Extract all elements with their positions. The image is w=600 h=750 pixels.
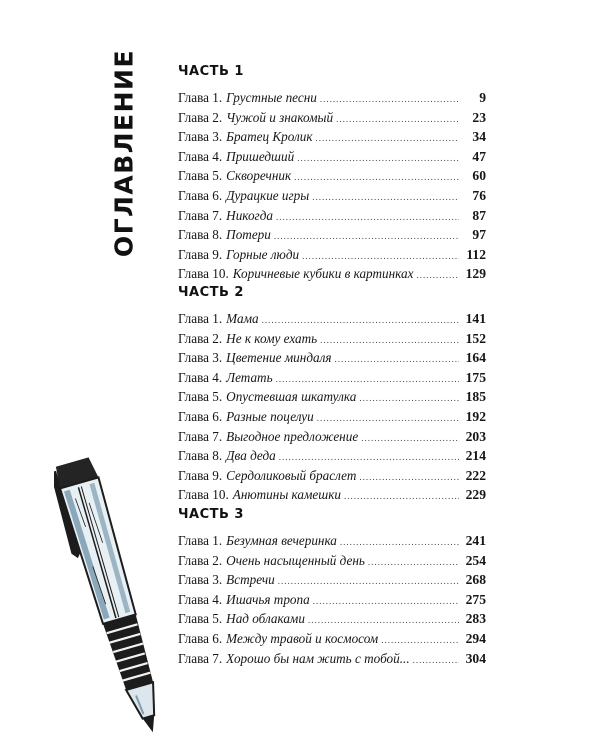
chapter-title: Братец Кролик	[226, 129, 313, 145]
chapter-label: Глава 3.	[178, 129, 223, 145]
chapter-label: Глава 6.	[178, 408, 223, 424]
part-title: ЧАСТЬ 3	[178, 507, 244, 522]
part-2	[178, 283, 486, 505]
dot-leader	[359, 389, 459, 409]
chapter-row	[178, 309, 486, 329]
dot-leader	[320, 331, 459, 351]
chapter-label: Глава 4.	[178, 369, 223, 385]
chapter-title: Между травой и космосом	[226, 630, 379, 646]
chapter-row	[178, 629, 486, 649]
chapter-title: Пришедший	[226, 148, 295, 164]
chapter-row	[178, 225, 486, 245]
chapter-title: Дурацкие игры	[226, 187, 310, 203]
dot-leader	[294, 168, 459, 188]
chapter-label: Глава 2.	[178, 552, 223, 568]
chapter-row	[178, 387, 486, 407]
chapter-label: Глава 1.	[178, 533, 223, 548]
dot-leader	[320, 90, 459, 110]
chapter-title: Потери	[226, 227, 271, 243]
chapter-row	[178, 127, 486, 147]
dot-leader	[336, 110, 459, 130]
pen-cone	[126, 682, 162, 720]
chapter-row	[178, 649, 486, 669]
page-number: 23	[472, 109, 486, 125]
chapter-title: Горные люди	[226, 246, 300, 262]
chapter-label: Глава 10.	[178, 487, 229, 503]
page-number: 97	[472, 227, 486, 243]
chapter-title: Грустные песни	[226, 90, 317, 105]
part-3	[178, 505, 486, 668]
chapter-label: Глава 9.	[178, 467, 223, 483]
chapter-label: Глава 1.	[178, 90, 223, 105]
chapter-title: Очень насыщенный день	[226, 552, 365, 568]
dot-leader	[413, 651, 459, 671]
chapter-list	[178, 309, 486, 505]
page-number: 192	[465, 408, 486, 424]
chapter-list	[178, 88, 486, 284]
chapter-title: Два деда	[226, 448, 276, 464]
page-number: 229	[465, 487, 486, 503]
page-number: 275	[465, 591, 486, 607]
chapter-title: Чужой и знакомый	[226, 109, 334, 125]
chapter-row	[178, 427, 486, 447]
page-number: 185	[465, 389, 486, 405]
chapter-row	[178, 264, 486, 284]
chapter-row	[178, 245, 486, 265]
page-number: 129	[465, 266, 486, 282]
chapter-label: Глава 7.	[178, 650, 223, 666]
chapter-title: Цветение миндаля	[226, 350, 332, 366]
page-number: 175	[465, 369, 486, 385]
chapter-row	[178, 368, 486, 388]
chapter-label: Глава 9.	[178, 246, 223, 262]
chapter-title: Анютины камешки	[232, 487, 341, 503]
chapter-label: Глава 2.	[178, 330, 223, 346]
chapter-row	[178, 407, 486, 427]
chapter-title: Разные поцелуи	[226, 408, 314, 424]
chapter-row	[178, 329, 486, 349]
chapter-title: Сердоликовый браслет	[226, 467, 357, 483]
chapter-row	[178, 590, 486, 610]
dot-leader	[334, 350, 459, 370]
chapter-list	[178, 531, 486, 668]
chapter-label: Глава 2.	[178, 109, 223, 125]
page-number: 9	[479, 90, 486, 105]
chapter-row	[178, 531, 486, 551]
chapter-title: Встречи	[226, 572, 275, 588]
page-number: 60	[472, 168, 486, 184]
chapter-row	[178, 88, 486, 108]
part-1	[178, 62, 486, 284]
page-number: 47	[472, 148, 486, 164]
part-title: ЧАСТЬ 2	[178, 285, 244, 300]
chapter-label: Глава 8.	[178, 448, 223, 464]
page-number: 304	[465, 650, 486, 666]
chapter-label: Глава 6.	[178, 630, 223, 646]
dot-leader	[313, 592, 459, 612]
chapter-row	[178, 186, 486, 206]
chapter-row	[178, 466, 486, 486]
page-number: 164	[465, 350, 486, 366]
dot-leader	[368, 553, 459, 573]
chapter-title: Летать	[226, 369, 273, 385]
page-number: 214	[465, 448, 486, 464]
pen-tip	[143, 715, 159, 734]
chapter-row	[178, 485, 486, 505]
page-number: 112	[466, 246, 486, 262]
chapter-row	[178, 108, 486, 128]
chapter-row	[178, 147, 486, 167]
chapter-row	[178, 551, 486, 571]
dot-leader	[276, 208, 459, 228]
chapter-row	[178, 206, 486, 226]
chapter-title: Выгодное предложение	[226, 428, 359, 444]
chapter-label: Глава 4.	[178, 148, 223, 164]
page-number: 76	[472, 187, 486, 203]
chapter-title: Скворечник	[226, 168, 292, 184]
chapter-label: Глава 8.	[178, 227, 223, 243]
page-number: 283	[465, 611, 486, 627]
part-title: ЧАСТЬ 1	[178, 64, 244, 79]
chapter-title: Хорошо бы нам жить с тобой...	[226, 650, 410, 666]
contents-heading	[108, 48, 140, 258]
page-number: 203	[465, 428, 486, 444]
chapter-title: Не к кому ехать	[226, 330, 318, 346]
page-number: 241	[465, 533, 486, 548]
page-number: 87	[472, 207, 486, 223]
dot-leader	[297, 149, 459, 169]
chapter-title: Безумная вечеринка	[226, 533, 337, 548]
chapter-row	[178, 570, 486, 590]
chapter-row	[178, 348, 486, 368]
chapter-label: Глава 10.	[178, 266, 229, 282]
page-number: 222	[465, 467, 486, 483]
page-number: 141	[465, 311, 486, 326]
page-number: 34	[472, 129, 486, 145]
chapter-title: Мама	[226, 311, 259, 326]
contents-heading-text: ОГЛАВЛЕНИЕ	[109, 48, 139, 258]
chapter-label: Глава 1.	[178, 311, 223, 326]
chapter-title: Ишачья тропа	[226, 591, 310, 607]
page-number: 294	[465, 630, 486, 646]
dot-leader	[344, 487, 459, 507]
page-number: 254	[465, 552, 486, 568]
chapter-label: Глава 3.	[178, 572, 223, 588]
page-number: 268	[465, 572, 486, 588]
chapter-title: Опустевшая шкатулка	[226, 389, 357, 405]
page-number: 152	[465, 330, 486, 346]
chapter-row	[178, 446, 486, 466]
chapter-label: Глава 7.	[178, 207, 223, 223]
chapter-title: Никогда	[226, 207, 273, 223]
chapter-label: Глава 5.	[178, 168, 223, 184]
chapter-label: Глава 7.	[178, 428, 223, 444]
chapter-label: Глава 4.	[178, 591, 223, 607]
dot-leader	[274, 227, 459, 247]
dot-leader	[312, 188, 459, 208]
chapter-label: Глава 5.	[178, 389, 223, 405]
dot-leader	[316, 129, 459, 149]
pen-illustration	[54, 452, 172, 742]
chapter-row	[178, 609, 486, 629]
chapter-label: Глава 6.	[178, 187, 223, 203]
chapter-label: Глава 3.	[178, 350, 223, 366]
chapter-row	[178, 166, 486, 186]
chapter-title: Над облаками	[226, 611, 305, 627]
dot-leader	[359, 468, 459, 488]
dot-leader	[361, 429, 459, 449]
chapter-label: Глава 5.	[178, 611, 223, 627]
chapter-title: Коричневые кубики в картинках	[232, 266, 414, 282]
